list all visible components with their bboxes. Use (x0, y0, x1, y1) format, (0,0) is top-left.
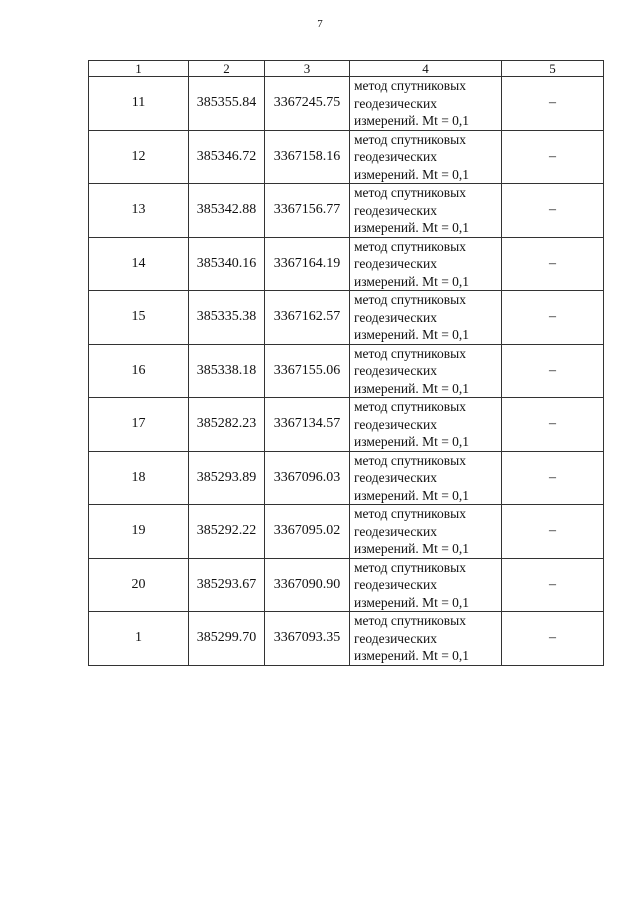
note-cell: – (502, 344, 604, 398)
note-cell: – (502, 184, 604, 238)
method-text-line: метод спутниковых (354, 185, 466, 200)
method-cell (350, 558, 502, 612)
method-text-line: геодезических (354, 256, 437, 271)
method-text-line: измерений. Mt = 0,1 (354, 594, 470, 610)
table-row (89, 344, 604, 398)
method-text-line: измерений. Mt = 0,1 (354, 487, 470, 503)
method-text-line: метод спутниковых (354, 131, 466, 147)
method-text-line: геодезических (354, 416, 437, 432)
x-coordinate-cell: 385299.70 (189, 612, 265, 666)
header-col-3: 3 (265, 61, 350, 77)
method-text-line: геодезических (354, 202, 437, 218)
header-col-5: 5 (502, 61, 604, 77)
x-coordinate-cell: 385340.16 (189, 237, 265, 291)
method-text-line: геодезических (354, 577, 437, 592)
y-coordinate-cell: 3367090.90 (265, 558, 350, 612)
coordinates-table (88, 60, 604, 666)
x-coordinate-cell: 385282.23 (189, 398, 265, 452)
table-header-row (89, 61, 604, 77)
point-number-cell: 17 (89, 398, 189, 452)
method-text-line: метод спутниковых (354, 78, 466, 93)
y-coordinate-cell: 3367134.57 (265, 398, 350, 452)
table-row (89, 505, 604, 559)
method-text-line: измерений. Mt = 0,1 (354, 220, 470, 235)
method-text-line: метод спутниковых (354, 506, 466, 521)
y-coordinate-cell: 3367164.19 (265, 237, 350, 291)
method-cell (350, 344, 502, 398)
method-cell (350, 77, 502, 131)
note-cell: – (502, 451, 604, 505)
point-number-cell: 16 (89, 344, 189, 398)
header-col-1: 1 (89, 61, 189, 77)
method-cell (350, 184, 502, 238)
point-number-cell: 15 (89, 291, 189, 345)
note-cell: – (502, 77, 604, 131)
x-coordinate-cell: 385292.22 (189, 505, 265, 559)
point-number-cell: 14 (89, 237, 189, 291)
header-col-2: 2 (189, 61, 265, 77)
y-coordinate-cell: 3367158.16 (265, 130, 350, 184)
note-cell: – (502, 505, 604, 559)
note-cell: – (502, 398, 604, 452)
table-row (89, 77, 604, 131)
method-text-line: геодезических (354, 363, 437, 378)
method-text-line: геодезических (354, 95, 437, 111)
y-coordinate-cell: 3367096.03 (265, 451, 350, 505)
x-coordinate-cell: 385355.84 (189, 77, 265, 131)
y-coordinate-cell: 3367245.75 (265, 77, 350, 131)
point-number-cell: 13 (89, 184, 189, 238)
x-coordinate-cell: 385338.18 (189, 344, 265, 398)
x-coordinate-cell: 385342.88 (189, 184, 265, 238)
method-text-line: метод спутниковых (354, 452, 466, 468)
header-col-4: 4 (350, 61, 502, 77)
method-text-line: измерений. Mt = 0,1 (354, 541, 470, 556)
point-number-cell: 20 (89, 558, 189, 612)
point-number-cell: 11 (89, 77, 189, 131)
table-row (89, 398, 604, 452)
method-text-line: метод спутниковых (354, 559, 466, 575)
y-coordinate-cell: 3367156.77 (265, 184, 350, 238)
table-row (89, 237, 604, 291)
point-number-cell: 12 (89, 130, 189, 184)
method-cell (350, 612, 502, 666)
method-text-line: геодезических (354, 470, 437, 485)
method-cell (350, 237, 502, 291)
y-coordinate-cell: 3367162.57 (265, 291, 350, 345)
note-cell: – (502, 237, 604, 291)
note-cell: – (502, 612, 604, 666)
method-text-line: измерений. Mt = 0,1 (354, 113, 470, 128)
method-text-line: измерений. Mt = 0,1 (354, 380, 470, 396)
method-text-line: геодезических (354, 630, 437, 646)
method-cell (350, 505, 502, 559)
table-row (89, 558, 604, 612)
method-text-line: метод спутниковых (354, 613, 466, 628)
table-row (89, 130, 604, 184)
y-coordinate-cell: 3367093.35 (265, 612, 350, 666)
table-row (89, 612, 604, 666)
method-cell (350, 130, 502, 184)
table-row (89, 451, 604, 505)
note-cell: – (502, 291, 604, 345)
note-cell: – (502, 558, 604, 612)
x-coordinate-cell: 385346.72 (189, 130, 265, 184)
method-text-line: измерений. Mt = 0,1 (354, 434, 470, 449)
table-row (89, 184, 604, 238)
page-number: 7 (317, 18, 323, 30)
x-coordinate-cell: 385293.67 (189, 558, 265, 612)
method-text-line: метод спутниковых (354, 345, 466, 361)
method-text-line: геодезических (354, 309, 437, 325)
method-text-line: измерений. Mt = 0,1 (354, 648, 470, 663)
method-text-line: измерений. Mt = 0,1 (354, 166, 470, 182)
method-text-line: метод спутниковых (354, 292, 466, 307)
table-row (89, 291, 604, 345)
method-text-line: геодезических (354, 149, 437, 164)
y-coordinate-cell: 3367155.06 (265, 344, 350, 398)
method-cell (350, 291, 502, 345)
method-cell (350, 398, 502, 452)
point-number-cell: 1 (89, 612, 189, 666)
method-text-line: измерений. Mt = 0,1 (354, 327, 470, 342)
method-cell (350, 451, 502, 505)
method-text-line: измерений. Mt = 0,1 (354, 273, 470, 289)
y-coordinate-cell: 3367095.02 (265, 505, 350, 559)
point-number-cell: 18 (89, 451, 189, 505)
method-text-line: метод спутниковых (354, 238, 466, 254)
x-coordinate-cell: 385335.38 (189, 291, 265, 345)
method-text-line: геодезических (354, 523, 437, 539)
note-cell: – (502, 130, 604, 184)
x-coordinate-cell: 385293.89 (189, 451, 265, 505)
method-text-line: метод спутниковых (354, 399, 466, 414)
point-number-cell: 19 (89, 505, 189, 559)
